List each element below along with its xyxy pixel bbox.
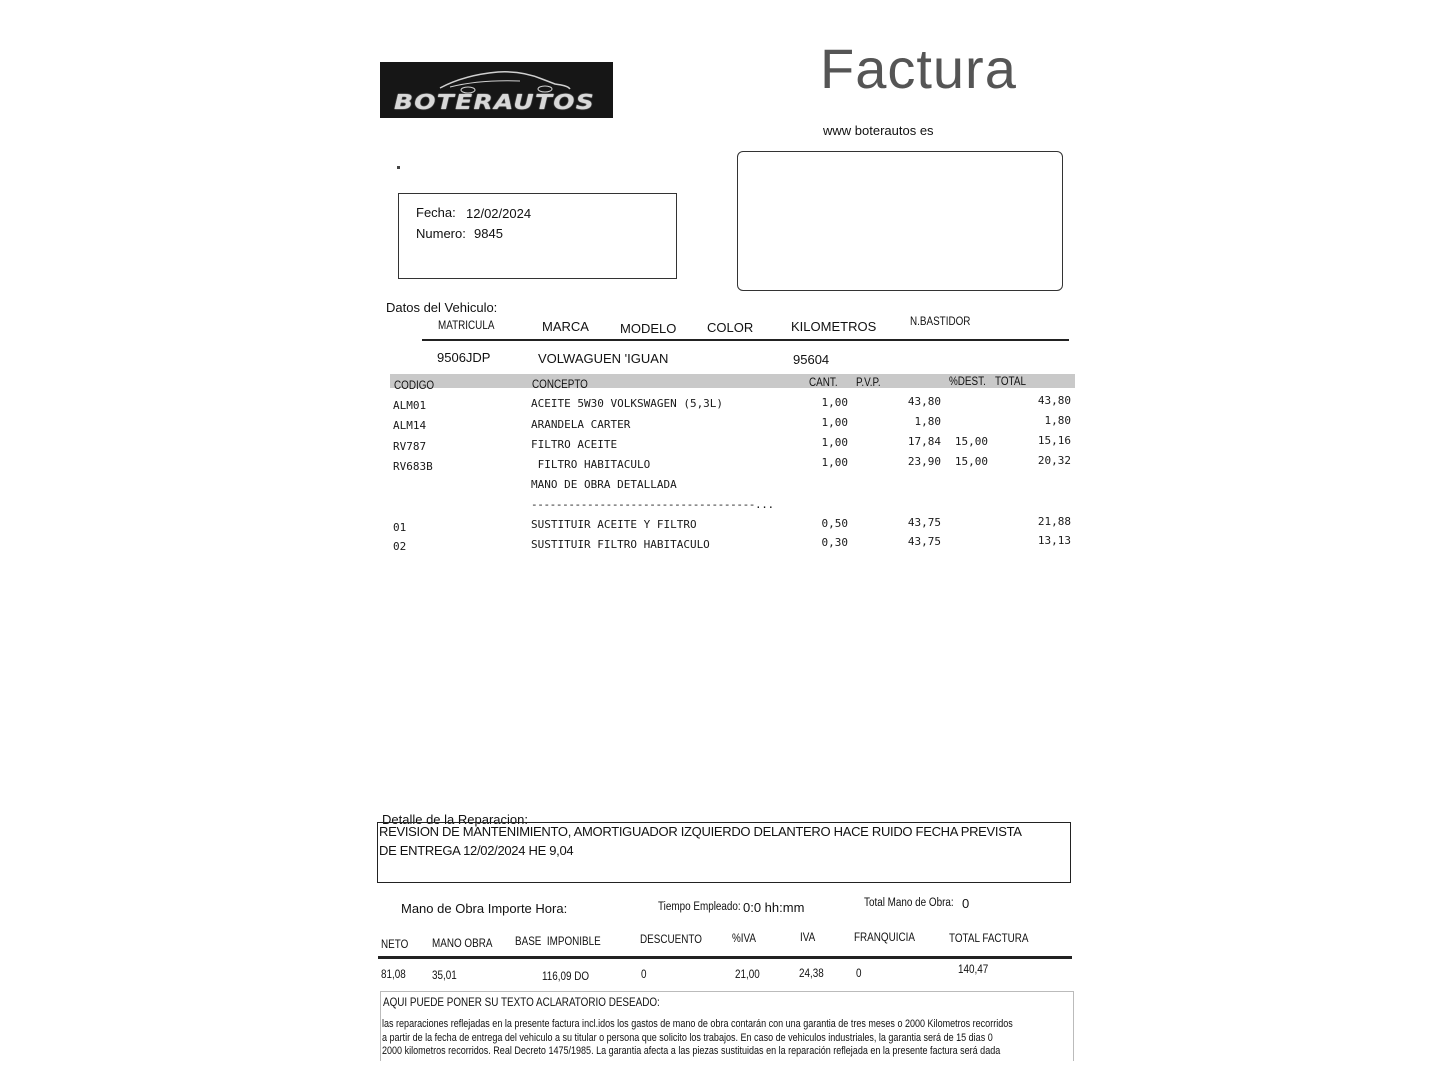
item-pvp: 1,80 [914, 415, 941, 428]
item-pvp: 17,84 [907, 435, 941, 448]
item-cant: 1,00 [821, 456, 848, 469]
repair-label: Detalle de la Reparacion: [382, 812, 528, 827]
item-total: 15,16 [1037, 434, 1071, 447]
totals-header-mano-obra: MANO OBRA [432, 938, 493, 950]
items-header-dest: %DEST. [949, 376, 986, 388]
website-text: www boterautos es [823, 123, 934, 138]
item-concepto: FILTRO ACEITE [531, 438, 618, 451]
item-codigo: RV683B [393, 460, 433, 473]
legal-line-1: las reparaciones reflejadas en la presente factura incl.idos los gastos de mano de obra contarán con una garantia de tres meses o 2000 Kilometros recorridos [382, 1018, 1013, 1030]
labor-separator: ------------------------------------... [531, 498, 774, 511]
totals-base: 116,09 DO [542, 971, 590, 983]
items-header-pvp: P.V.P. [856, 377, 881, 389]
labor-total: 13,13 [1037, 534, 1071, 547]
totals-divider [378, 956, 1072, 959]
items-header-concepto: CONCEPTO [532, 379, 588, 391]
totals-header-franquicia: FRANQUICIA [854, 932, 915, 944]
labor-concepto: SUSTITUIR ACEITE Y FILTRO [531, 518, 697, 531]
header-kilometros: KILOMETROS [791, 319, 877, 334]
labor-heading: MANO DE OBRA DETALLADA [531, 478, 677, 491]
item-codigo: RV787 [393, 440, 427, 453]
vehicle-marca-modelo: VOLWAGUEN 'IGUAN [538, 351, 669, 366]
item-total: 20,32 [1037, 454, 1071, 467]
totals-franquicia: 0 [856, 968, 862, 980]
item-total: 43,80 [1037, 394, 1071, 407]
totals-total-factura: 140,47 [958, 964, 989, 976]
totals-header-pct-iva: %IVA [732, 933, 757, 945]
labor-total: 21,88 [1037, 515, 1071, 528]
note-title: AQUI PUEDE PONER SU TEXTO ACLARATORIO DESEADO: [383, 997, 660, 1009]
repair-line-1: REVISION DE MANTENIMIENTO, AMORTIGUADOR IZQUIERDO DELANTERO HACE RUIDO FECHA PREVISTA [379, 824, 1022, 839]
header-modelo: MODELO [620, 321, 677, 336]
labor-pvp: 43,75 [907, 516, 941, 529]
item-cant: 1,00 [821, 416, 848, 429]
item-concepto: ARANDELA CARTER [531, 418, 631, 431]
totals-descuento: 0 [641, 969, 647, 981]
totals-header-neto: NETO [381, 939, 409, 951]
header-color: COLOR [707, 320, 754, 335]
header-bastidor: N.BASTIDOR [910, 316, 971, 328]
totals-header-total: TOTAL FACTURA [949, 933, 1029, 945]
total-mano-obra-label: Total Mano de Obra: [864, 897, 954, 909]
item-cant: 1,00 [821, 396, 848, 409]
totals-neto: 81,08 [381, 969, 406, 981]
numero-label: Numero: [416, 226, 466, 241]
totals-header-iva: IVA [800, 932, 816, 944]
labor-cant: 0,50 [821, 517, 848, 530]
fecha-value: 12/02/2024 [466, 206, 532, 221]
logo-text: BOTERAUTOS [394, 90, 596, 114]
labor-pvp: 43,75 [907, 535, 941, 548]
legal-line-2: a partir de la fecha de entrega del vehiculo a su titular o persona que solicito los trabajos. En caso de vehiculos industriales, la garantia será de 15 dias 0 [382, 1032, 993, 1044]
labor-cant: 0,30 [821, 536, 848, 549]
item-pvp: 43,80 [907, 395, 941, 408]
client-address-box [737, 151, 1063, 291]
item-codigo: ALM14 [393, 419, 427, 432]
tiempo-value: 0:0 hh:mm [743, 900, 805, 915]
repair-line-2: DE ENTREGA 12/02/2024 HE 9,04 [379, 843, 574, 858]
item-cant: 1,00 [821, 436, 848, 449]
totals-header-descuento: DESCUENTO [640, 934, 702, 946]
totals-pct-iva: 21,00 [735, 969, 760, 981]
item-total: 1,80 [1044, 414, 1071, 427]
item-dest: 15,00 [954, 455, 988, 468]
labor-codigo: 01 [393, 521, 407, 534]
document-title: Factura [820, 37, 1017, 100]
tiempo-label: Tiempo Empleado: [658, 901, 741, 913]
vehicle-kilometros: 95604 [793, 352, 830, 367]
vehicle-matricula: 9506JDP [437, 350, 491, 365]
totals-mano-obra: 35,01 [432, 970, 457, 982]
fecha-label: Fecha: [416, 205, 456, 220]
header-marca: MARCA [542, 319, 589, 334]
labor-concepto: SUSTITUIR FILTRO HABITACULO [531, 538, 710, 551]
item-codigo: ALM01 [393, 399, 427, 412]
totals-iva: 24,38 [799, 968, 824, 980]
items-header-codigo: CODIGO [394, 380, 435, 392]
item-pvp: 23,90 [907, 455, 941, 468]
items-header-total: TOTAL [995, 376, 1026, 388]
legal-line-3: 2000 kilometros recorridos. Real Decreto 1475/1985. La garantia afecta a las piezas sustituidas en la reparación reflejada en la presente factura será dada [382, 1045, 1001, 1057]
items-header-cant: CANT. [809, 377, 838, 389]
vehicle-section-label: Datos del Vehiculo: [386, 300, 498, 315]
vehicle-divider [422, 339, 1069, 341]
totals-header-base: BASE IMPONIBLE [515, 936, 601, 948]
labor-importe-label: Mano de Obra Importe Hora: [401, 901, 568, 916]
total-mano-obra-value: 0 [962, 896, 970, 911]
numero-value: 9845 [474, 226, 503, 241]
stray-dot [397, 166, 400, 169]
item-concepto: ACEITE 5W30 VOLKSWAGEN (5,3L) [531, 397, 724, 410]
header-matricula: MATRICULA [438, 320, 495, 332]
item-concepto: FILTRO HABITACULO [531, 458, 651, 471]
item-dest: 15,00 [954, 435, 988, 448]
company-logo [380, 62, 613, 118]
labor-codigo: 02 [393, 540, 407, 553]
